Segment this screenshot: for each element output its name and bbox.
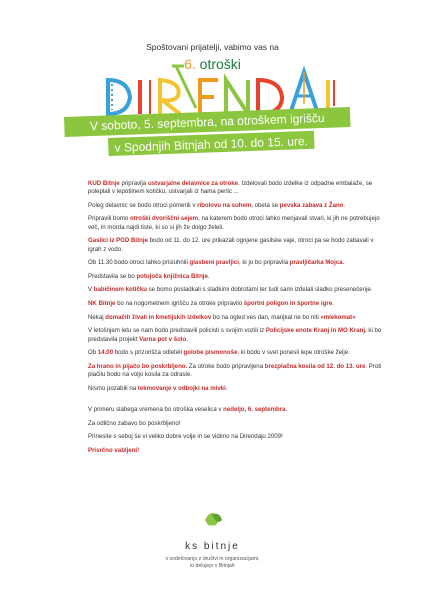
date-banner-text: V soboto, 5. septembra, na otroškem igrišču <box>89 110 325 134</box>
paragraph-pigeons: Ob 14.00 bodo s prizorišča odleteli golobe pismonoše, ki bodo v svet ponesli lepe otroške želje. <box>88 349 350 357</box>
paragraph-welcome: Prisrčno vabljeni! <box>88 446 140 454</box>
paragraph-police: V letošnjem letu se nam bodo predstavili policisti s svojim vozili iz Policijske enote Kranj in MO Kranj, ki bo predstavila projekt Varna pot v šolo. <box>88 327 382 343</box>
paragraph-animals: Nekaj domačih živali in kmetijskih izdelkov bo na ogled ves dan, manjkal ne bo niti »mlekomat« <box>88 313 356 321</box>
paragraph-football: NK Bitnje bo na nogometnem igrišču za otroke pripravilo športni poligon in športne igre. <box>88 300 334 308</box>
org-subtitle-line2: ki delujejo v Bitnjah <box>190 562 235 569</box>
paragraph-workshops: KUD Bitnje pripravlja ustvarjalne delavnice za otroke. Izdelovali bodo izdelke iz odpadne embalaže, se poleplali v lepotilnem kotičku, ustvarjali iz hama perlic ... <box>88 180 373 196</box>
greeting-text: Spoštovani prijatelji, vabimo vas na <box>146 42 279 52</box>
edition-word: otroški <box>199 56 241 72</box>
paragraph-fishing: Poleg delavnic se bodo otroci pomerili v ribolovu na suhem, obeta se pevska zabava z Žano. <box>88 201 346 209</box>
paragraph-fun: Za odlično zabavo bo poskrbljeno! <box>88 419 181 427</box>
org-name: ks bitnje <box>185 541 240 552</box>
paragraph-weather: V primeru slabega vremena bo otroška veselica v nedeljo, 6. septembra. <box>88 405 288 413</box>
paragraph-story: Ob 11.30 bodo otroci lahko prisluhnili glasbeni pravljici, ki jo bo pripravila pravljičarka Mojca. <box>88 259 345 267</box>
paragraph-volleyball: Nismo pozabili na tekmovanje v odbojki na mivki. <box>88 384 228 392</box>
time-banner-text: v Spodnjih Bitnjah od 10. do 15. ure. <box>114 134 309 155</box>
paragraph-library: Predstavila se bo potujoča knjižnica Bitnje. <box>88 272 210 280</box>
paragraph-food: Za hrano in pijačo bo poskrbljeno. Za otroke bodo pripravljena brezplačna kosila od 12. do 13. ure. Proti plačilu bodo na voljo kosila za odrasle. <box>88 362 382 379</box>
edition-number: 6. <box>184 56 196 72</box>
org-subtitle <box>0 556 425 570</box>
paragraph-grandma: V babičinem kotičku se bomo posladkali s sladkimi dobrotami ter tudi sami izdelali sladko presenečenje. <box>88 286 373 294</box>
paragraph-fair: Pripravili bomo otroški dvoriščni sejem, na katerem bodo otroci lahko menjavali stvari, ki jih ne potrebujejo več, in morda najdi tiste, ki so si jih že dolgo želeli. <box>88 215 380 231</box>
paragraph-bring: Prinesite s seboj še vi veliko dobre volje in se vidimo na Direndaju 2009! <box>88 433 283 441</box>
org-subtitle-line1: v sodelovanju z društvi in organizacijami, <box>165 556 260 562</box>
paragraph-firefighters: Gasilci iz PGD Bitnje bodo od 11. do 12. ure prikazali ognjene gasilske vaje, otroci pa se bodo zabavali v igrah z vodo. <box>88 237 374 253</box>
